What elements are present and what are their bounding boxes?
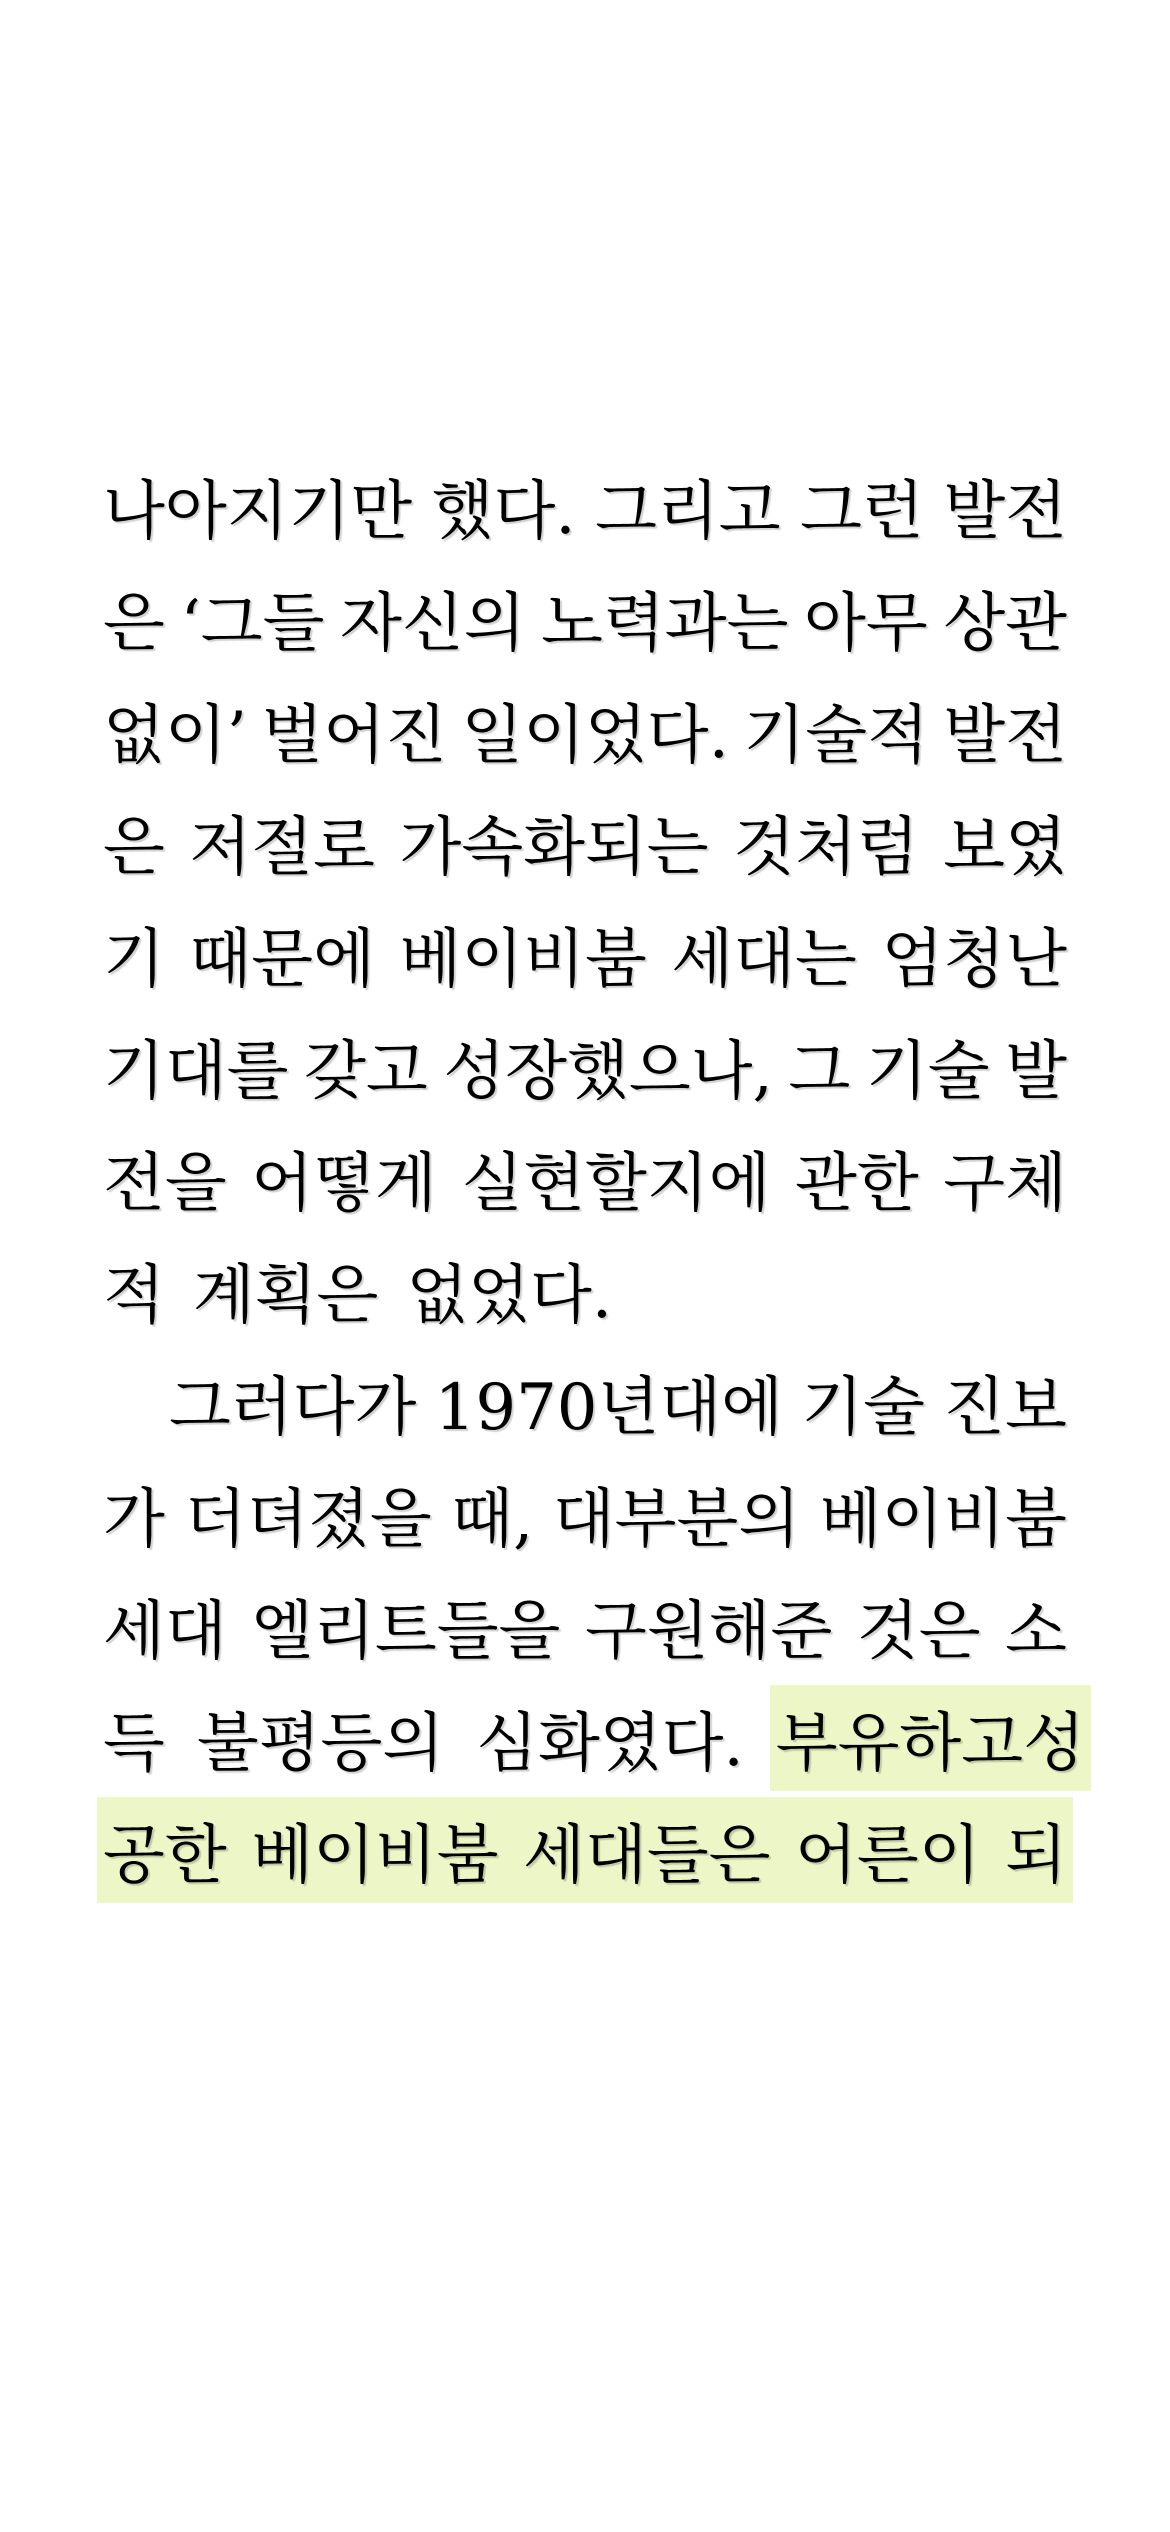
word: 베이비붐 (819, 1483, 1067, 1557)
word: 관한 (795, 1147, 919, 1221)
word: 대부분의 (552, 1483, 801, 1557)
word: 없었다. (406, 1259, 613, 1333)
word: 노력과는 (541, 587, 789, 661)
word: 베이비붐 (399, 923, 647, 997)
word: 가속화되는 (399, 811, 709, 885)
word: 그러다가 (169, 1371, 417, 1445)
word: 벌어진 (261, 699, 447, 773)
word: 불평등의 (196, 1707, 445, 1781)
text-line (103, 1682, 1085, 1794)
word: 그 (788, 1035, 851, 1109)
text-line (103, 1122, 1067, 1234)
word: 발 (1005, 1035, 1067, 1109)
word: 베이비붐 (251, 1819, 499, 1893)
word: 기술적 (743, 699, 929, 773)
word: 기술 (865, 1035, 990, 1109)
word: 갖고 (304, 1035, 428, 1109)
word: 발전 (943, 699, 1067, 773)
word: 것처럼 (733, 811, 919, 885)
text-line (103, 1346, 1067, 1458)
word: 엄청난 (881, 923, 1067, 997)
word: 전을 (103, 1147, 227, 1221)
word: 어떻게 (251, 1147, 437, 1221)
word: 그런 (800, 475, 924, 549)
word: 적 (103, 1259, 165, 1333)
text-line (103, 674, 1067, 786)
word: ‘그들 (180, 587, 325, 661)
text-line (103, 1234, 1067, 1346)
word: 저절로 (189, 811, 375, 885)
word: 기대를 (103, 1035, 289, 1109)
word: 계획은 (192, 1259, 379, 1333)
word: 구체 (943, 1147, 1067, 1221)
word: 세대들은 (523, 1819, 771, 1893)
word: 어른이 (795, 1819, 981, 1893)
word: 없이’ (103, 699, 247, 773)
book-text (103, 450, 1085, 1906)
word: 엘리트들을 (251, 1595, 561, 1669)
word: 은 (103, 587, 165, 661)
word: 때, (451, 1483, 534, 1557)
word: 자신의 (340, 587, 526, 661)
word: 소 (1005, 1595, 1067, 1669)
text-line (103, 450, 1067, 562)
word: 상관 (943, 587, 1067, 661)
word: 1970년대에 (434, 1371, 783, 1445)
word: 것은 (856, 1595, 981, 1669)
word: 심화였다. (476, 1707, 744, 1781)
word: 발전 (943, 475, 1067, 549)
text-line (103, 562, 1067, 674)
text-line (103, 1794, 1067, 1906)
word: 더뎌졌을 (184, 1483, 432, 1557)
word: 되 (1005, 1819, 1067, 1893)
word: 진보 (943, 1371, 1067, 1445)
word: 구원해준 (585, 1595, 833, 1669)
word: 했다. (431, 475, 576, 549)
word: 일이었다. (461, 699, 729, 773)
word: 기술 (801, 1371, 925, 1445)
word: 성 (1023, 1707, 1085, 1781)
word: 보였 (943, 811, 1067, 885)
word: 세대 (103, 1595, 227, 1669)
text-line (103, 1010, 1067, 1122)
word: 기 (103, 923, 165, 997)
word: 성장했으나, (443, 1035, 773, 1109)
word: 가 (103, 1483, 165, 1557)
word: 득 (103, 1707, 165, 1781)
word: 부유하고 (775, 1707, 1024, 1781)
word: 공한 (103, 1819, 227, 1893)
text-line (103, 786, 1067, 898)
text-line (103, 1570, 1067, 1682)
word: 세대는 (671, 923, 857, 997)
text-line (103, 898, 1067, 1010)
highlighted-passage[interactable] (97, 1797, 1073, 1903)
word: 때문에 (189, 923, 375, 997)
word: 그리고 (595, 475, 781, 549)
highlighted-passage[interactable] (770, 1685, 1091, 1791)
word: 아무 (804, 587, 928, 661)
word: 은 (103, 811, 165, 885)
word: 실현할지에 (461, 1147, 771, 1221)
word: 나아지기만 (103, 475, 413, 549)
text-line (103, 1458, 1067, 1570)
